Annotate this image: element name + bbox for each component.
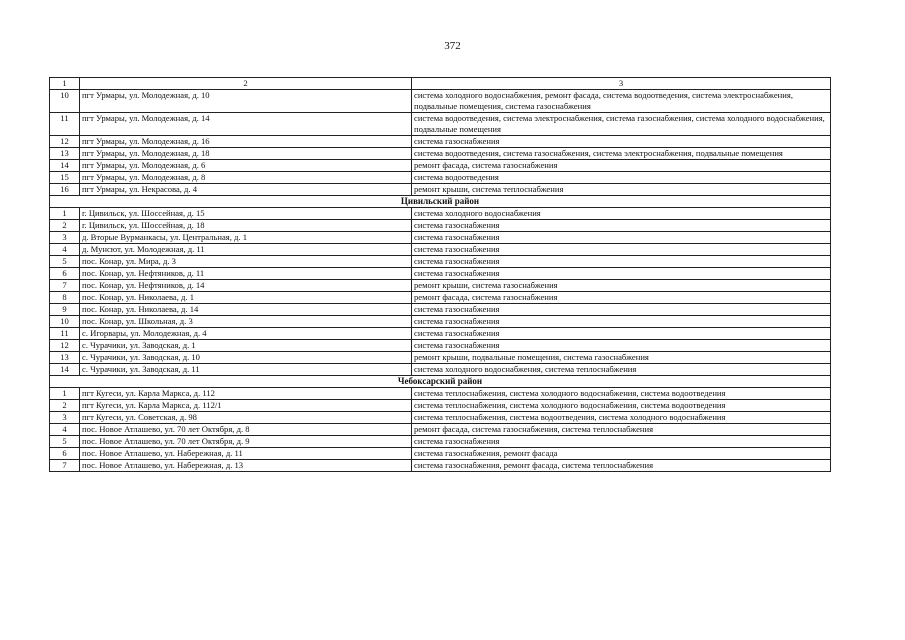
table-row: [50, 340, 831, 352]
address-cell: пос. Конар, ул. Мира, д. 3: [80, 256, 412, 268]
address-cell: г. Цивильск, ул. Шоссейная, д. 15: [80, 208, 412, 220]
works-cell: ремонт крыши, система теплоснабжения: [412, 184, 831, 196]
address-cell: пгт Кугеси, ул. Карла Маркса, д. 112: [80, 388, 412, 400]
works-cell: ремонт крыши, подвальные помещения, система газоснабжения: [412, 352, 831, 364]
works-cell: система теплоснабжения, система холодного водоснабжения, система водоотведения: [412, 388, 831, 400]
works-cell: ремонт фасада, система газоснабжения: [412, 160, 831, 172]
address-cell: д. Мунсют, ул. Молодежная, д. 11: [80, 244, 412, 256]
row-number-cell: 4: [50, 244, 80, 256]
table-row: [50, 244, 831, 256]
table-row: [50, 304, 831, 316]
section-title: Чебоксарский район: [50, 376, 831, 388]
row-number-cell: 12: [50, 136, 80, 148]
row-number-cell: 8: [50, 292, 80, 304]
header-col-1: 1: [50, 78, 80, 90]
works-cell: система газоснабжения: [412, 436, 831, 448]
row-number-cell: 1: [50, 388, 80, 400]
section-header-row: [50, 196, 831, 208]
table-row: [50, 268, 831, 280]
table-row: [50, 352, 831, 364]
works-cell: ремонт фасада, система газоснабжения: [412, 292, 831, 304]
row-number-cell: 2: [50, 400, 80, 412]
table-row: [50, 364, 831, 376]
table-row: [50, 400, 831, 412]
address-cell: пгт Урмары, ул. Молодежная, д. 14: [80, 113, 412, 136]
address-cell: пос. Конар, ул. Нефтяников, д. 11: [80, 268, 412, 280]
row-number-cell: 3: [50, 412, 80, 424]
address-cell: пгт Урмары, ул. Молодежная, д. 18: [80, 148, 412, 160]
table-body: [50, 90, 831, 472]
row-number-cell: 7: [50, 280, 80, 292]
table-row: [50, 113, 831, 136]
table-row: [50, 328, 831, 340]
table-row: [50, 160, 831, 172]
page-number: 372: [444, 40, 461, 52]
table-row: [50, 460, 831, 472]
works-cell: система газоснабжения: [412, 220, 831, 232]
address-cell: с. Чурачики, ул. Заводская, д. 1: [80, 340, 412, 352]
address-cell: пос. Конар, ул. Школьная, д. 3: [80, 316, 412, 328]
works-cell: система теплоснабжения, система водоотведения, система холодного водоснабжения: [412, 412, 831, 424]
works-cell: система газоснабжения: [412, 244, 831, 256]
table-row: [50, 90, 831, 113]
table-row: [50, 388, 831, 400]
works-cell: система холодного водоснабжения: [412, 208, 831, 220]
table-row: [50, 208, 831, 220]
address-cell: пос. Новое Атлашево, ул. 70 лет Октября, д. 8: [80, 424, 412, 436]
row-number-cell: 6: [50, 448, 80, 460]
address-cell: пос. Новое Атлашево, ул. 70 лет Октября, д. 9: [80, 436, 412, 448]
works-cell: система газоснабжения, ремонт фасада, система теплоснабжения: [412, 460, 831, 472]
works-cell: система газоснабжения, ремонт фасада: [412, 448, 831, 460]
works-cell: система газоснабжения: [412, 232, 831, 244]
table-row: [50, 136, 831, 148]
table-row: [50, 172, 831, 184]
row-number-cell: 7: [50, 460, 80, 472]
address-cell: с. Чурачики, ул. Заводская, д. 11: [80, 364, 412, 376]
address-cell: пгт Урмары, ул. Молодежная, д. 16: [80, 136, 412, 148]
table-header: [50, 78, 831, 90]
row-number-cell: 10: [50, 90, 80, 113]
address-cell: г. Цивильск, ул. Шоссейная, д. 18: [80, 220, 412, 232]
row-number-cell: 2: [50, 220, 80, 232]
section-title: Цивильский район: [50, 196, 831, 208]
header-row: [50, 78, 831, 90]
row-number-cell: 13: [50, 148, 80, 160]
address-cell: пгт Урмары, ул. Молодежная, д. 8: [80, 172, 412, 184]
works-cell: система водоотведения: [412, 172, 831, 184]
address-cell: пгт Урмары, ул. Молодежная, д. 10: [80, 90, 412, 113]
row-number-cell: 5: [50, 436, 80, 448]
works-cell: система холодного водоснабжения, ремонт фасада, система водоотведения, система электроснабжения, подвальные помещения, система газоснабжения: [412, 90, 831, 113]
address-cell: пгт Урмары, ул. Некрасова, д. 4: [80, 184, 412, 196]
row-number-cell: 6: [50, 268, 80, 280]
address-cell: пос. Конар, ул. Нефтяников, д. 14: [80, 280, 412, 292]
address-cell: пос. Новое Атлашево, ул. Набережная, д. 13: [80, 460, 412, 472]
works-cell: система водоотведения, система электроснабжения, система газоснабжения, система холодного водоснабжения, подвальные помещения: [412, 113, 831, 136]
address-cell: пос. Новое Атлашево, ул. Набережная, д. 11: [80, 448, 412, 460]
table-row: [50, 220, 831, 232]
works-cell: система газоснабжения: [412, 256, 831, 268]
works-cell: система газоснабжения: [412, 136, 831, 148]
row-number-cell: 5: [50, 256, 80, 268]
row-number-cell: 14: [50, 160, 80, 172]
row-number-cell: 11: [50, 328, 80, 340]
table-row: [50, 436, 831, 448]
works-table: [49, 77, 831, 472]
address-cell: с. Чурачики, ул. Заводская, д. 10: [80, 352, 412, 364]
table-row: [50, 232, 831, 244]
table-row: [50, 256, 831, 268]
row-number-cell: 12: [50, 340, 80, 352]
table-row: [50, 316, 831, 328]
table-row: [50, 184, 831, 196]
works-cell: система газоснабжения: [412, 316, 831, 328]
works-cell: система газоснабжения: [412, 328, 831, 340]
row-number-cell: 14: [50, 364, 80, 376]
works-cell: ремонт крыши, система газоснабжения: [412, 280, 831, 292]
row-number-cell: 15: [50, 172, 80, 184]
section-header-row: [50, 376, 831, 388]
address-cell: д. Вторые Вурманкасы, ул. Центральная, д. 1: [80, 232, 412, 244]
table-row: [50, 148, 831, 160]
row-number-cell: 13: [50, 352, 80, 364]
address-cell: пос. Конар, ул. Николаева, д. 1: [80, 292, 412, 304]
address-cell: с. Игорвары, ул. Молодежная, д. 4: [80, 328, 412, 340]
row-number-cell: 10: [50, 316, 80, 328]
works-cell: система газоснабжения: [412, 340, 831, 352]
address-cell: пос. Конар, ул. Николаева, д. 14: [80, 304, 412, 316]
row-number-cell: 16: [50, 184, 80, 196]
address-cell: пгт Урмары, ул. Молодежная, д. 6: [80, 160, 412, 172]
header-col-2: 2: [80, 78, 412, 90]
works-cell: система газоснабжения: [412, 268, 831, 280]
works-cell: система водоотведения, система газоснабжения, система электроснабжения, подвальные помещения: [412, 148, 831, 160]
address-cell: пгт Кугеси, ул. Карла Маркса, д. 112/1: [80, 400, 412, 412]
row-number-cell: 11: [50, 113, 80, 136]
table-row: [50, 448, 831, 460]
table-row: [50, 292, 831, 304]
table-row: [50, 424, 831, 436]
works-cell: ремонт фасада, система газоснабжения, система теплоснабжения: [412, 424, 831, 436]
works-cell: система теплоснабжения, система холодного водоснабжения, система водоотведения: [412, 400, 831, 412]
row-number-cell: 1: [50, 208, 80, 220]
works-cell: система холодного водоснабжения, система теплоснабжения: [412, 364, 831, 376]
table-row: [50, 280, 831, 292]
row-number-cell: 4: [50, 424, 80, 436]
works-cell: система газоснабжения: [412, 304, 831, 316]
row-number-cell: 3: [50, 232, 80, 244]
table-row: [50, 412, 831, 424]
row-number-cell: 9: [50, 304, 80, 316]
address-cell: пгт Кугеси, ул. Советская, д. 98: [80, 412, 412, 424]
header-col-3: 3: [412, 78, 831, 90]
